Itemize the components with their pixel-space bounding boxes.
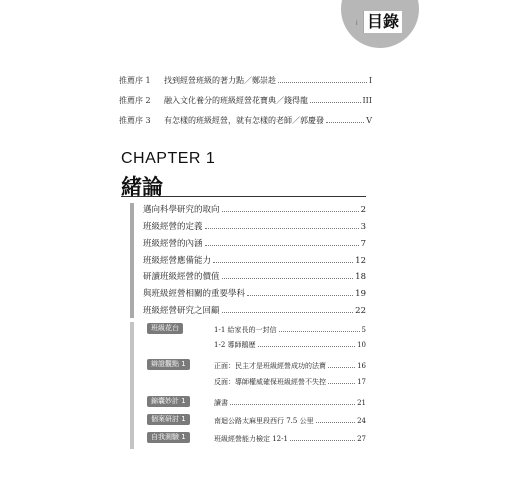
- preface-entry[interactable]: [119, 94, 372, 106]
- subentry-title: 讀書: [214, 399, 228, 407]
- chapter-title: 緒論: [121, 174, 163, 199]
- dot-leader: [310, 94, 361, 103]
- preface-title: 融入文化養分的班級經營花寶典／錢得龍: [164, 96, 308, 105]
- dot-leader: [278, 74, 367, 83]
- subentry-page: 10: [357, 341, 366, 349]
- section-entry[interactable]: [143, 254, 366, 267]
- feature-accent-bar: [130, 322, 134, 449]
- section-title: 班級經營的內涵: [143, 239, 203, 249]
- subentry-title: 1-2 導師鵝歷: [214, 341, 256, 349]
- subentry[interactable]: [214, 323, 366, 334]
- subentry-title: 反面：導師權威確保班級經營不失控: [214, 378, 326, 386]
- feature-badge: 錦囊妙計 1: [147, 396, 190, 407]
- section-title: 班級經營研究之回顧: [143, 306, 220, 316]
- section-title: 與班級經營相關的重要學科: [143, 289, 246, 299]
- section-page: 22: [355, 306, 366, 316]
- section-entry[interactable]: [143, 203, 366, 216]
- dot-leader: [222, 304, 354, 313]
- dot-leader: [213, 254, 353, 263]
- chapter-label: CHAPTER 1: [121, 150, 216, 167]
- subentry[interactable]: [214, 396, 366, 407]
- preface-page: I: [368, 76, 372, 85]
- section-entry[interactable]: [143, 304, 366, 317]
- subentry[interactable]: [214, 338, 366, 349]
- chapter-rule: [121, 196, 366, 197]
- subentry-title: 班級經營能力檢定 12-1: [214, 435, 288, 443]
- section-entry[interactable]: [143, 237, 366, 250]
- section-page: 18: [355, 272, 366, 282]
- section-entry[interactable]: [143, 270, 366, 283]
- section-title: 班級經營的定義: [143, 222, 203, 232]
- preface-page: III: [362, 96, 372, 105]
- page-title: 目錄: [363, 11, 402, 33]
- section-page: 7: [360, 239, 366, 249]
- dot-leader: [230, 396, 355, 405]
- section-title: 研讀班級經營的價值: [143, 272, 220, 282]
- dot-leader: [328, 375, 355, 384]
- preface-title: 找到經營班級的著力點／鄭崇趁: [164, 76, 276, 85]
- preface-title: 有怎樣的班級經營，就有怎樣的老師／郭慶發: [164, 116, 324, 125]
- preface-entry[interactable]: [119, 114, 372, 126]
- feature-badge: 辯證觀點 1: [147, 359, 190, 370]
- subentry-page: 27: [357, 435, 366, 443]
- dot-leader: [247, 287, 353, 296]
- subentry-page: 17: [357, 378, 366, 386]
- subentry-page: 21: [357, 399, 366, 407]
- section-entry[interactable]: [143, 220, 366, 233]
- subentry[interactable]: [214, 359, 366, 370]
- dot-leader: [316, 414, 355, 423]
- feature-badge: 個案研討 1: [147, 414, 190, 425]
- dot-leader: [279, 323, 360, 332]
- dot-leader: [205, 220, 359, 229]
- section-title: 邁向科學研究的取向: [143, 205, 220, 215]
- subentry-page: 5: [361, 326, 366, 334]
- dot-leader: [290, 432, 355, 441]
- section-accent-bar: [130, 203, 134, 318]
- preface-page: V: [366, 116, 372, 125]
- subentry-title: 正面：民主才是班級經營成功的法寶: [214, 362, 326, 370]
- subentry[interactable]: [214, 432, 366, 443]
- dot-leader: [258, 338, 356, 347]
- section-page: 3: [360, 222, 366, 232]
- dot-leader: [205, 237, 359, 246]
- dot-leader: [222, 270, 354, 279]
- feature-badge: 自我測驗 1: [147, 432, 190, 443]
- preface-label: 推薦序 1: [119, 76, 151, 85]
- section-page: 19: [355, 289, 366, 299]
- subentry[interactable]: [214, 414, 366, 425]
- preface-label: 推薦序 3: [119, 116, 151, 125]
- dot-leader: [328, 359, 355, 368]
- preface-label: 推薦序 2: [119, 96, 151, 105]
- preface-entry[interactable]: [119, 74, 372, 86]
- subentry-page: 24: [357, 417, 366, 425]
- subentry[interactable]: [214, 375, 366, 386]
- section-title: 班級經營應備能力: [143, 256, 212, 266]
- page-number: i: [356, 20, 358, 27]
- subentry-page: 16: [357, 362, 366, 370]
- section-page: 2: [360, 205, 366, 215]
- section-entry[interactable]: [143, 287, 366, 300]
- feature-badge: 班級花台: [147, 323, 183, 334]
- dot-leader: [326, 114, 364, 123]
- dot-leader: [222, 203, 359, 212]
- section-page: 12: [355, 256, 366, 266]
- subentry-title: 1-1 給家長的一封信: [214, 326, 277, 334]
- subentry-title: 南迴公路太麻里段西行 7.5 公里: [214, 417, 314, 425]
